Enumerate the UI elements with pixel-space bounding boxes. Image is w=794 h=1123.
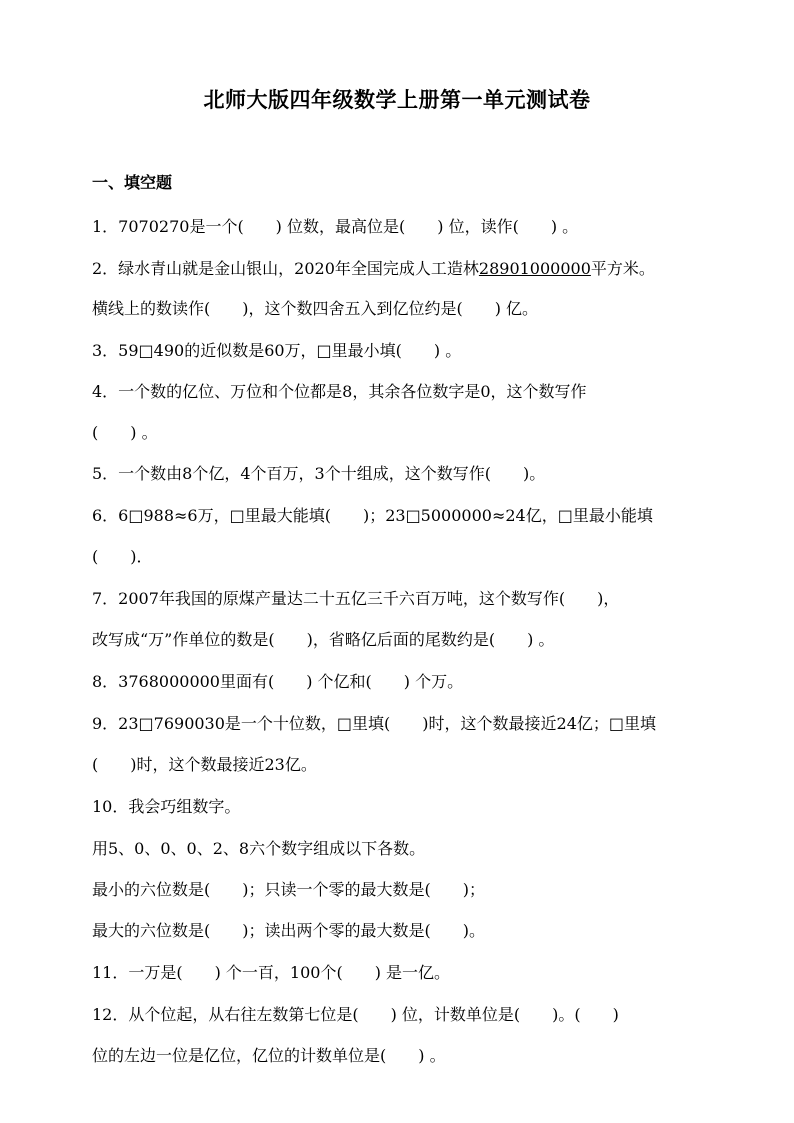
question-2-line-2: 横线上的数读作( )，这个数四舍五入到亿位约是( ) 亿。 bbox=[92, 299, 539, 318]
question-7-line-1: 7．2007年我国的原煤产量达二十五亿三千六百万吨，这个数写作( )， bbox=[92, 589, 620, 608]
question-6-line-1: 6．6□988≈6万，□里最大能填( )；23□5000000≈24亿，□里最小能填 bbox=[92, 506, 653, 525]
question-12-line-2: 位的左边一位是亿位，亿位的计数单位是( ) 。 bbox=[92, 1046, 446, 1065]
question-10-row-2: 最大的六位数是( )；读出两个零的最大数是( )。 bbox=[92, 921, 485, 940]
section-heading: 一、填空题 bbox=[92, 173, 173, 192]
question-2-tail: 平方米。 bbox=[590, 259, 655, 278]
question-2-text: 2．绿水青山就是金山银山，2020年全国完成人工造林 bbox=[92, 259, 479, 278]
question-10: 10．我会巧组数字。 bbox=[92, 797, 241, 816]
underlined-number: 28901000000 bbox=[478, 259, 591, 278]
question-10-instruction: 用5、0、0、0、2、8六个数字组成以下各数。 bbox=[92, 839, 426, 858]
question-9-line-2: ( )时，这个数最接近23亿。 bbox=[92, 755, 317, 774]
question-9-line-1: 9．23□7690030是一个十位数，□里填( )时，这个数最接近24亿；□里填 bbox=[92, 714, 656, 733]
question-1: 1．7070270是一个( ) 位数，最高位是( ) 位，读作( ) 。 bbox=[92, 217, 579, 236]
question-3: 3．59□490的近似数是60万，□里最小填( ) 。 bbox=[92, 341, 462, 360]
question-6-line-2: ( )． bbox=[92, 547, 153, 566]
question-4-line-1: 4．一个数的亿位、万位和个位都是8，其余各位数字是0，这个数写作 bbox=[92, 382, 587, 401]
question-11: 11．一万是( ) 个一百，100个( ) 是一亿。 bbox=[92, 963, 451, 982]
question-4-line-2: ( ) 。 bbox=[92, 423, 158, 442]
page-title: 北师大版四年级数学上册第一单元测试卷 bbox=[203, 87, 591, 112]
question-10-row-1: 最小的六位数是( )；只读一个零的最大数是( )； bbox=[92, 880, 485, 899]
question-12-line-1: 12．从个位起，从右往左数第七位是( ) 位，计数单位是( )。( ) bbox=[92, 1005, 619, 1024]
question-5: 5．一个数由8个亿，4个百万，3个十组成，这个数写作( )。 bbox=[92, 464, 546, 483]
question-8: 8．3768000000里面有( ) 个亿和( ) 个万。 bbox=[92, 672, 464, 691]
question-7-line-2: 改写成“万”作单位的数是( )，省略亿后面的尾数约是( ) 。 bbox=[92, 630, 555, 649]
question-2-line-1 bbox=[92, 256, 712, 279]
